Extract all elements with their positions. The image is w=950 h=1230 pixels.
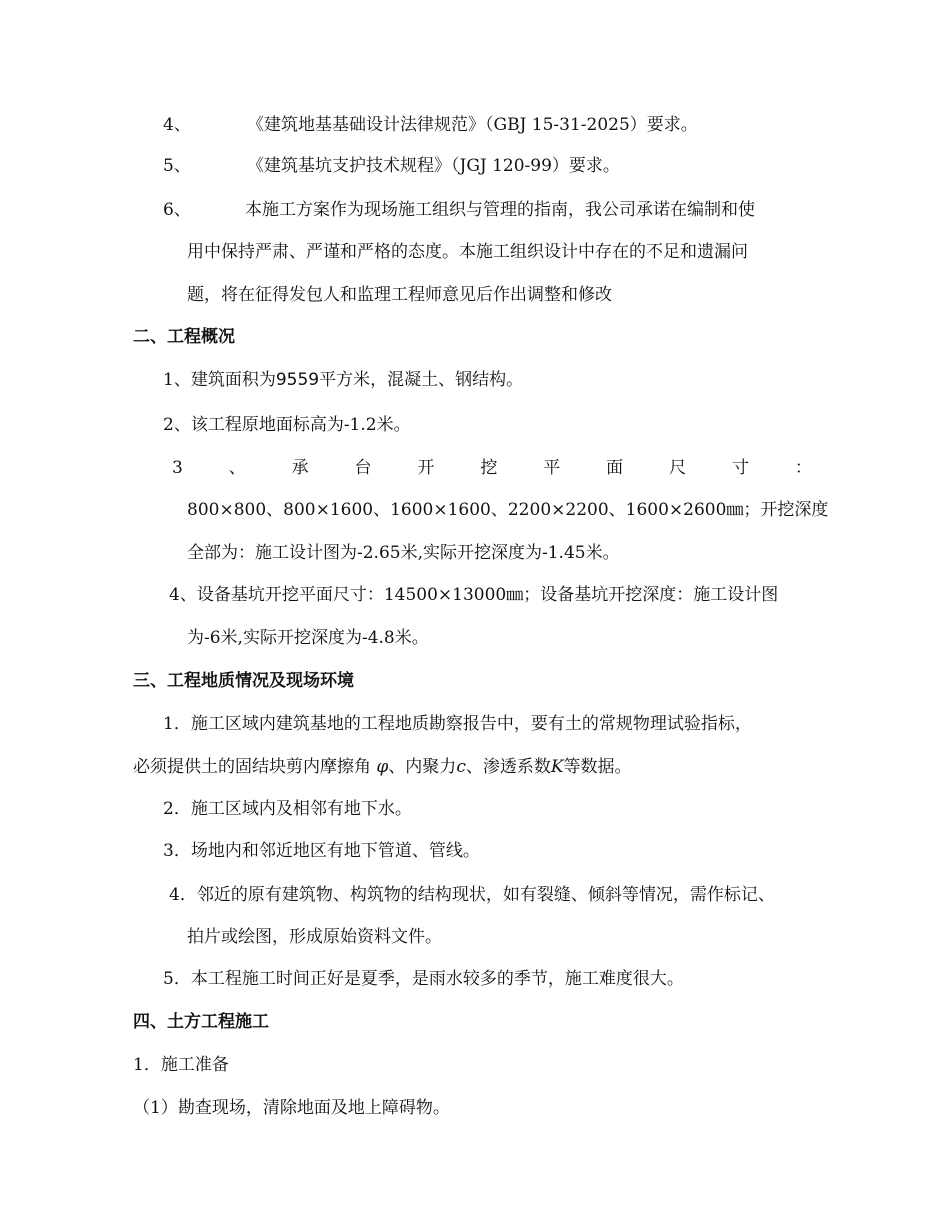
basis-item-4: [163, 113, 698, 137]
section-2-item-4-line-2: 为-6米,实际开挖深度为-4.8米。: [187, 628, 429, 648]
basis-item-6-text: 本施工方案作为现场施工组织与管理的指南，我公司承诺在编制和使: [245, 200, 755, 220]
section-2-item-3-justified-line: [172, 456, 812, 480]
section-3-heading: 三、工程地质情况及现场环境: [133, 671, 354, 691]
basis-item-6-continuation-2: 题，将在征得发包人和监理工程师意见后作出调整和修改: [187, 285, 612, 305]
section-2-item-4-line-1: 4、设备基坑开挖平面尺寸：14500×13000㎜；设备基坑开挖深度：施工设计图: [169, 585, 779, 605]
text-segment: 必须提供土的固结块剪内摩擦角: [133, 757, 371, 777]
section-3-item-1-line-1: 1．施工区域内建筑基地的工程地质勘察报告中，要有土的常规物理试验指标，: [163, 714, 752, 734]
section-2-item-1-suffix: 平方米，混凝土、钢结构。: [319, 370, 524, 390]
friction-angle-symbol: φ: [376, 757, 389, 777]
basis-item-5-number: 5、: [163, 156, 191, 176]
text-segment: 等数据。: [563, 757, 632, 777]
section-2-heading: 二、工程概况: [133, 327, 235, 347]
basis-item-5-text: 《建筑基坑支护技术规程》（JGJ 120-99）要求。: [247, 156, 620, 176]
section-4-sub-1-item-1: （1）勘查现场，清除地面及地上障碍物。: [133, 1098, 450, 1118]
spread-char: 平: [543, 458, 561, 478]
section-2-item-1-prefix: 1、建筑面积为: [163, 370, 276, 390]
section-2-item-1: [163, 368, 523, 392]
section-3-item-4-line-1: 4．邻近的原有建筑物、构筑物的结构现状，如有裂缝、倾斜等情况，需作标记、: [169, 885, 775, 905]
text-segment: 、渗透系数: [465, 757, 551, 777]
section-3-item-3: 3．场地内和邻近地区有地下管道、管线。: [163, 841, 480, 861]
permeability-symbol: K: [550, 757, 564, 777]
section-4-heading: 四、土方工程施工: [133, 1012, 269, 1032]
basis-item-6: [163, 198, 755, 222]
spread-char: 寸: [731, 458, 749, 478]
section-4-subheading-1: 1．施工准备: [133, 1055, 229, 1075]
basis-item-6-number: 6、: [163, 200, 191, 220]
spread-char: 开: [417, 458, 435, 478]
basis-item-4-text: 《建筑地基基础设计法律规范》（GBJ 15-31-2025）要求。: [247, 115, 698, 135]
building-area-value: 9559: [275, 370, 320, 390]
spread-char: 挖: [480, 458, 498, 478]
section-3-item-2: 2．施工区域内及相邻有地下水。: [163, 799, 412, 819]
section-2-item-3-line-2: 800×800、800×1600、1600×1600、2200×2200、1600×2600㎜；开挖深度: [187, 500, 829, 520]
spread-char: 台: [354, 458, 372, 478]
text-segment: 、内聚力: [388, 757, 457, 777]
basis-item-4-number: 4、: [163, 115, 191, 135]
spread-char: ：: [794, 458, 812, 478]
basis-item-5: [163, 154, 620, 178]
section-2-item-2: 2、该工程原地面标高为-1.2米。: [163, 415, 411, 435]
section-3-item-4-line-2: 拍片或绘图，形成原始资料文件。: [187, 927, 442, 947]
section-3-item-5: 5．本工程施工时间正好是夏季，是雨水较多的季节，施工难度很大。: [163, 969, 684, 989]
section-2-item-3-line-3: 全部为：施工设计图为-2.65米,实际开挖深度为-1.45米。: [187, 543, 620, 563]
spread-char: 尺: [669, 458, 687, 478]
basis-item-6-continuation-1: 用中保持严肃、严谨和严格的态度。本施工组织设计中存在的不足和遗漏问: [187, 242, 748, 262]
spread-char: 、: [228, 458, 246, 478]
cohesion-symbol: c: [456, 757, 466, 777]
spread-char: 3: [172, 458, 183, 478]
spread-char: 承: [291, 458, 309, 478]
spread-char: 面: [606, 458, 624, 478]
section-3-item-1-line-2: [133, 755, 632, 779]
